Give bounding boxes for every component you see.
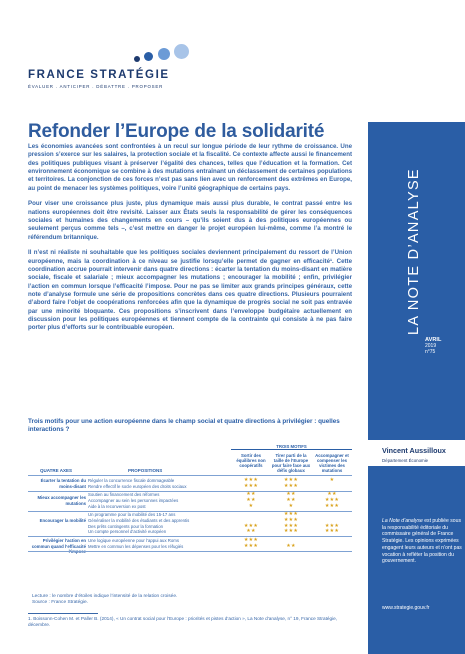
paragraph: Il n’est ni réaliste ni souhaitable que les politiques sociales deviennent principalement du ressort de l’Union européenne, mais la coordination à ce niveau se justifie lorsqu’elle permet de gagner en efficacité¹. Cette coordination accrue pourrait intervenir dans quatre directions : écarter la tentation du moins-disant en matière sociale, fiscale et salariale ; mieux accompagner les mutations ; encourager la mobilité ; enfin, privilégier l’action en commun lorsque l’efficacité l’impose. Pour ne pas se limiter aux grands principes généraux, cette note d’analyse formule une série de propositions concrètes dans ces quatre directions. Plusieurs pourraient d’abord faire l’objet de coopérations renforcées afin que la dynamique de progrès social ne soit pas entravée par une minorité bloquante. Ces propositions s’inscrivent dans l’enveloppe budgétaire actuellement en discussion pour les politiques européennes et tiennent compte de la contrainte qui consiste à ne pas faire porter plus d’efforts sur le contribuable européen. bbox=[28, 249, 352, 332]
logo-tagline: ÉVALUER . ANTICIPER . DÉBATTRE . PROPOSER bbox=[28, 84, 164, 89]
motifs-header-bar bbox=[231, 444, 352, 450]
motif-header: Accompagner et compenser les victimes des mutations bbox=[315, 453, 349, 473]
star-rating: ★★★ bbox=[283, 511, 299, 518]
proposition: Mettre en commun les dépenses pour les réfugiés bbox=[88, 543, 184, 549]
reading-note: Lecture : le nombre d’étoiles indique l’intensité de la relation croisée. bbox=[32, 594, 178, 599]
star-rating: ★★★ bbox=[243, 477, 259, 483]
star-rating: ★★★ bbox=[243, 537, 259, 543]
star-rating: ★ bbox=[329, 477, 335, 483]
main-text bbox=[28, 143, 352, 340]
logo-dots bbox=[134, 42, 214, 70]
star-rating: ★★★ bbox=[283, 482, 299, 489]
table-row bbox=[88, 544, 352, 550]
col-header-propositions: PROPOSITIONS bbox=[128, 468, 163, 473]
sidebar-top bbox=[368, 0, 465, 122]
table-rule bbox=[28, 551, 352, 552]
proposition: Réguler la concurrence fiscale dommageable bbox=[88, 478, 175, 483]
star-rating: ★★★ bbox=[283, 522, 299, 529]
star-rating: ★★★ bbox=[283, 477, 299, 483]
author-name: Vincent Aussilloux bbox=[382, 446, 446, 455]
logo-dot bbox=[134, 56, 140, 62]
series-title: LA NOTE D’ANALYSE bbox=[406, 168, 422, 335]
logo-dot bbox=[158, 48, 170, 60]
star-rating: ★★ bbox=[327, 491, 337, 498]
logo-dot bbox=[144, 52, 153, 61]
star-rating: ★★★ bbox=[324, 522, 340, 529]
proposition: Rendre effectif le socle européen des droits sociaux bbox=[88, 483, 187, 489]
proposition: Des prêts contingents pour la formation bbox=[88, 523, 163, 529]
table-row bbox=[88, 529, 352, 535]
star-rating: ★★★ bbox=[324, 528, 340, 535]
star-rating: ★★★ bbox=[283, 517, 299, 523]
paragraph: Pour viser une croissance plus juste, plus dynamique mais aussi plus durable, le contrat passé entre les nations européennes doit être revisité. Laisser aux États seuls la responsabilité de gérer les conséquences sociales et humaines des changements en cours – qu’ils soient dus à des politiques européennes ou seulement perçus comme tels –, c’est mettre en danger le projet européen lui-même, comme l’a montré le référendum britannique. bbox=[28, 200, 352, 241]
france-strategie-logo bbox=[28, 42, 188, 104]
axis-label: Écarter la tentation du moins-disant bbox=[40, 478, 86, 489]
proposition: Soutien au financement des réformes bbox=[88, 492, 160, 498]
motifs-label: TROIS MOTIFS bbox=[276, 444, 307, 449]
table-rule bbox=[28, 475, 352, 476]
page-title: Refonder l’Europe de la solidarité bbox=[28, 121, 325, 142]
proposition: Une logique européenne pour l’appui aux Roms bbox=[88, 538, 180, 543]
star-rating: ★★★ bbox=[243, 522, 259, 529]
star-rating: ★★ bbox=[286, 497, 296, 503]
star-rating: ★★★ bbox=[243, 542, 259, 549]
table-row bbox=[88, 484, 352, 490]
axis-label: Encourager la mobilité bbox=[39, 518, 86, 524]
footnote-separator bbox=[28, 613, 98, 614]
footnote: 1. Boissonn-Cohen M. et Paller B. (2014), « Un contrat social pour l’Europe : priorités et pistes d’action », La Note d’analyse, n° 19, France Stratégie, décembre. bbox=[28, 616, 338, 628]
proposition: Aide à la reconversion ex post bbox=[88, 503, 146, 509]
star-rating: ★★ bbox=[286, 491, 296, 498]
source-note: Source : France Stratégie. bbox=[32, 600, 88, 606]
star-rating: ★★★ bbox=[324, 502, 340, 509]
motif-header: Sortir des équilibres non coopératifs bbox=[236, 453, 266, 468]
issue-month: AVRIL bbox=[425, 337, 442, 343]
motif-header: Tirer parti de la taille de l’Europe pour faire face aux défis globaux bbox=[271, 453, 311, 473]
disclaimer-italic: La Note d’analyse bbox=[382, 518, 423, 524]
axis-label: Mieux accompagner les mutations bbox=[37, 495, 86, 506]
disclaimer bbox=[382, 518, 462, 565]
paragraph: Les économies avancées sont confrontées à un recul sur longue période de leur rythme de croissance. Une pression s’exerce sur les salaires, la protection sociale et la fiscalité. Ce contexte affecte aussi le financement des politiques publiques visant à préserver l’égalité des chances, telles que l’éducation et la formation. Cet environnement économique se combine à des mutations entraînant un déclassement de certaines populations et territoires. La conjonction de ces forces n’est pas sans lien avec un renforcement des extrêmes en Europe, au point de menacer les systèmes politiques, voire l’unité géographique de certains pays. bbox=[28, 143, 352, 192]
issue-info bbox=[425, 337, 461, 356]
star-rating: ★★ bbox=[246, 491, 256, 498]
table-row bbox=[88, 504, 352, 510]
proposition: Un programme pour la mobilité des 15-17 ans bbox=[88, 512, 176, 518]
website-link[interactable]: www.strategie.gouv.fr bbox=[382, 605, 430, 611]
star-rating: ★★ bbox=[286, 542, 296, 549]
logo-dot bbox=[174, 44, 189, 59]
proposition: Accompagner au sein les personnes impactées bbox=[88, 498, 179, 503]
star-rating: ★★ bbox=[246, 497, 256, 503]
table-title: Trois motifs pour une action européenne dans le champ social et quatre directions à privilégier : quelles interactions ? bbox=[28, 418, 340, 433]
logo-name: FRANCE STRATÉGIE bbox=[28, 69, 170, 81]
sidebar bbox=[368, 0, 465, 654]
issue-year: 2019 bbox=[425, 343, 437, 350]
star-rating: ★★★ bbox=[283, 528, 299, 535]
author-department: Département Économie bbox=[382, 458, 429, 463]
issue-number: n°75 bbox=[425, 349, 436, 356]
proposition: Un compte personnel d’activité européen bbox=[88, 529, 167, 535]
proposition: Généraliser la mobilité des étudiants et des apprentis bbox=[88, 518, 190, 523]
disclaimer-text: est publiée sous la responsabilité éditoriale du commissaire général de France Stratégie. Les opinions exprimées engagent leurs auteurs et n’ont pas vocation à refléter la position du gouvernement. bbox=[382, 518, 462, 565]
star-rating: ★★ bbox=[246, 528, 256, 535]
star-rating: ★★★ bbox=[324, 497, 340, 503]
axis-label: Privilégier l’action en commun quand l’efficacité l’impose bbox=[31, 538, 86, 554]
col-header-axes: QUATRE AXES bbox=[40, 468, 73, 473]
star-rating: ★ bbox=[248, 502, 254, 509]
table-note bbox=[32, 594, 177, 607]
star-rating: ★ bbox=[288, 502, 294, 509]
star-rating: ★★★ bbox=[243, 482, 259, 489]
